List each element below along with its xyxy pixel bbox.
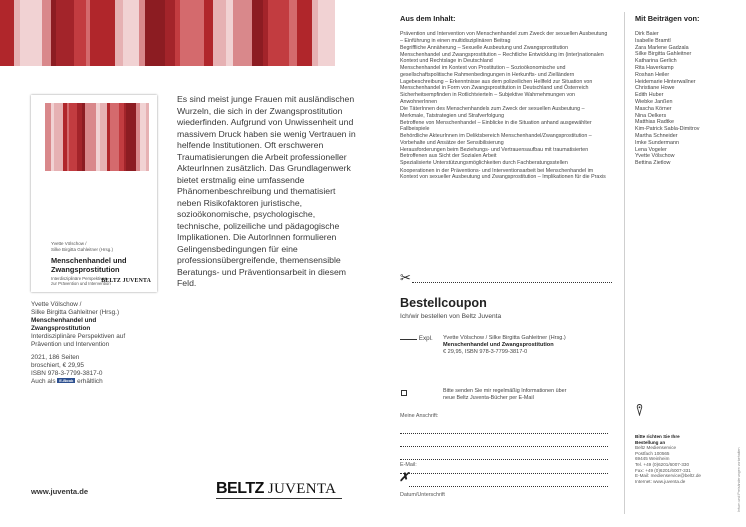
- contents-item: Behördliche AkteurInnen im Deliktsbereich Menschenhandel/Zwangsprostitution – Vorbehalte und Ansätze der Sensibilisierung: [400, 133, 592, 146]
- cover-stripe: [54, 103, 63, 171]
- address-line-1[interactable]: [400, 433, 608, 434]
- cover-stripe: [100, 103, 107, 171]
- contents-heading: Aus dem Inhalt:: [400, 14, 456, 23]
- cover-stripe: [126, 103, 136, 171]
- stripe: [213, 0, 226, 66]
- contributor-name: Zara Marlene Gadzala: [635, 44, 689, 51]
- contributor-name: Nina Oelkers: [635, 112, 667, 119]
- contributor-name: Yvette Völschow: [635, 153, 675, 160]
- cover-stripe: [69, 103, 77, 171]
- cover-stripes: [45, 103, 151, 171]
- contributor-name: Martha Schneider: [635, 132, 678, 139]
- info-subtitle-1: Interdisziplinäre Perspektiven auf: [31, 333, 126, 341]
- cut-line: [412, 282, 612, 283]
- stripe: [252, 0, 263, 66]
- stripe: [115, 0, 123, 66]
- info-editors-2: Silke Birgitta Gahleitner (Hrsg.): [31, 309, 120, 317]
- return-address: Bitte richten Sie Ihre Bestellung an Beltz Medienservice Postfach 100565 69445 Weinheim Tel. +49 (0)6201/6007-330 Fax: +49 (0)6201/6007-331 E-Mail: medienservice@beltz.de Internet: www.juventa.de: [635, 434, 701, 484]
- cover-stripe: [85, 103, 96, 171]
- stripe: [145, 0, 165, 66]
- cover-stripe: [110, 103, 119, 171]
- contents-item: Begriffliche Annäherung – Sexuelle Ausbeutung und Zwangsprostitution: [400, 44, 569, 51]
- stripe: [297, 0, 312, 66]
- stripe: [233, 0, 252, 66]
- header-stripes: [0, 0, 350, 66]
- contributor-name: Edith Huber: [635, 92, 664, 99]
- signature-mark: ✗: [399, 470, 410, 484]
- contributor-name: Imke Sundermann: [635, 139, 680, 146]
- book-cover: [31, 95, 157, 292]
- coupon-title: Bestellcoupon: [400, 296, 487, 310]
- contents-item: Die TäterInnen des Menschenhandels zum Zweck der sexuellen Ausbeutung – Merkmale, Tatstrategien und Strafverfolgung: [400, 106, 585, 119]
- contributors-list: [635, 31, 699, 167]
- contributor-name: Lena Vogeler: [635, 146, 667, 153]
- stripe: [165, 0, 175, 66]
- quantity-blank[interactable]: [400, 339, 417, 340]
- info-subtitle-2: Prävention und Intervention: [31, 341, 110, 349]
- stripe: [56, 0, 74, 66]
- contents-item: Betroffene von Menschenhandel – Einblicke in die Situation anhand ausgewählter Fallbeispiele: [400, 119, 592, 133]
- contributor-name: Rita Haverkamp: [635, 64, 674, 71]
- contents-item: Kooperationen in der Präventions- und Interventionsarbeit bei Menschenhandel im Kontext von sexueller Ausbeutung und Zwangsprostitution – Implikationen für die Praxis: [400, 167, 606, 181]
- contributor-name: Bettina Zietlow: [635, 160, 671, 167]
- info-price: broschiert, € 29,95: [31, 361, 84, 369]
- column-divider: [624, 12, 625, 514]
- scissors-icon: ✂: [400, 270, 411, 285]
- contributor-name: Heidemarie Hinterwallner: [635, 78, 696, 85]
- stripe: [268, 0, 289, 66]
- ebook-badge: E-Book: [59, 377, 74, 383]
- cover-editors: Yvette Völschow / Silke Birgitta Gahleitner (Hrsg.): [51, 241, 114, 252]
- email-label: E-Mail:: [400, 462, 417, 468]
- contents-item: Prävention und Intervention von Menschenhandel zum Zweck der sexuellen Ausbeutung – Einführung in einen multidisziplinären Beitrag: [400, 31, 608, 44]
- logo-underline: [216, 498, 342, 499]
- contributor-name: Isabelle Bramtl: [635, 37, 671, 44]
- info-title-2: Zwangsprostitution: [31, 325, 91, 333]
- contents-item: Menschenhandel und Zwangsprostitution – Rechtliche Entwicklung im (inter)nationalen Kontext und Rechtslage in Deutschland: [400, 51, 604, 65]
- info-isbn: ISBN 978-3-7799-3817-0: [31, 369, 103, 377]
- contributor-name: Wiebke Janßen: [635, 98, 673, 105]
- stripe: [20, 0, 42, 66]
- coupon-subtitle: Ich/wir bestellen von Beltz Juventa: [400, 313, 502, 320]
- quantity-field[interactable]: Expl.: [400, 335, 433, 342]
- stripe: [204, 0, 213, 66]
- cover-title: Menschenhandel und Zwangsprostitution: [51, 256, 127, 274]
- website-link[interactable]: www.juventa.de: [31, 487, 89, 496]
- stripe: [318, 0, 335, 66]
- publisher-logo: BELTZ JUVENTA: [216, 480, 337, 497]
- contents-item: Herausforderungen beim Beziehungs- und Vertrauensaufbau mit traumatisierten Betroffenen aus Sicht der Sozialen Arbeit: [400, 146, 589, 160]
- contents-list: [400, 31, 610, 181]
- cover-subtitle: Interdisziplinäre Perspektiven zur Prävention und Intervention: [51, 276, 111, 287]
- cover-stripe: [146, 103, 149, 171]
- cover-publisher: BELTZ JUVENTA: [101, 278, 151, 284]
- stripe: [123, 0, 139, 66]
- contributor-name: Silke Birgitta Gahleitner: [635, 51, 692, 58]
- contributor-name: Mascha Körner: [635, 105, 672, 112]
- contents-item: Lagebeschreibung – Erkenntnisse aus dem polizeilichen Hellfeld zur Situation von Menschenhandel in Form von Zwangsprostitution in Deutschland und Österreich: [400, 78, 593, 92]
- newsletter-checkbox[interactable]: [401, 390, 407, 396]
- contents-item: Sicherheitsempfinden in Rotlichtvierteln – Subjektive Wahrnehmungen von AnwohnerInnen: [400, 92, 575, 105]
- stripe: [90, 0, 115, 66]
- email-line[interactable]: [400, 473, 608, 474]
- contents-item: Spezialisierte Unterstützungsmöglichkeiten durch Fachberatungsstellen: [400, 160, 568, 167]
- stripe: [0, 0, 14, 66]
- stripe: [74, 0, 86, 66]
- info-year-pages: 2021, 186 Seiten: [31, 353, 80, 361]
- address-label: Meine Anschrift:: [400, 413, 439, 419]
- contributor-name: Christiane Howe: [635, 85, 675, 92]
- stripe: [42, 0, 51, 66]
- contributor-name: Dirk Baier: [635, 31, 659, 37]
- contributors-heading: Mit Beiträgen von:: [635, 14, 700, 23]
- signature-line[interactable]: [409, 486, 608, 487]
- info-title-1: Menschenhandel und: [31, 317, 97, 325]
- contributor-name: Matthias Radtke: [635, 119, 674, 126]
- info-ebook: Auch als E-Book erhältlich: [31, 377, 103, 385]
- book-description: Es sind meist junge Frauen mit ausländischen Wurzeln, die sich in der Zwangsprostitution wiederfinden. Aufgrund von Unwissenheit und massivem Druck haben sie wenig Vertrauen in helfende Institutionen. Oft erschweren Traumatisierungen die Arbeit professioneller AkteurInnen zusätzlich. Das Grundlagenwerk bietet erstmalig eine umfassende Phänomenbeschreibung und thematisiert neben Risikofaktoren juristische, sozioökonomische, psychologische, technische, polizeiliche und pädagogische Implikationen. Die AutorInnen formulieren Gelingensbedingungen für eine professionsübergreifende, themensensible Beratungs- und Präventionsarbeit in diesem Feld.: [177, 94, 356, 288]
- address-line-3[interactable]: [400, 459, 608, 460]
- contributor-name: Kim-Patrick Sabla-Dimitrov: [635, 126, 700, 133]
- stripe: [289, 0, 297, 66]
- disclaimer-note: Irrtum und Preisänderungen vorbehalten: [737, 447, 741, 512]
- contributor-name: Roshan Heiler: [635, 71, 670, 78]
- info-editors-1: Yvette Völschow /: [31, 301, 82, 308]
- address-line-2[interactable]: [400, 446, 608, 447]
- pen-icon: [636, 404, 643, 416]
- stripe: [226, 0, 233, 66]
- contents-item: Menschenhandel im Kontext von Prostitution – Sozioökonomische und gesellschaftspolitische Rahmenbedingungen in Herkunfts- und Zielländern: [400, 65, 575, 78]
- contributor-name: Katharina Gerlich: [635, 58, 677, 65]
- order-item: Yvette Völschow / Silke Birgitta Gahleitner (Hrsg.) Menschenhandel und Zwangsprostitution € 29,95, ISBN 978-3-7799-3817-0: [443, 335, 566, 355]
- book-info: [31, 301, 171, 386]
- date-signature-label: Datum/Unterschrift: [400, 492, 445, 498]
- newsletter-label: Bitte senden Sie mir regelmäßig Informationen über neue Beltz Juventa-Bücher per E-Mail: [443, 388, 567, 401]
- stripe: [180, 0, 204, 66]
